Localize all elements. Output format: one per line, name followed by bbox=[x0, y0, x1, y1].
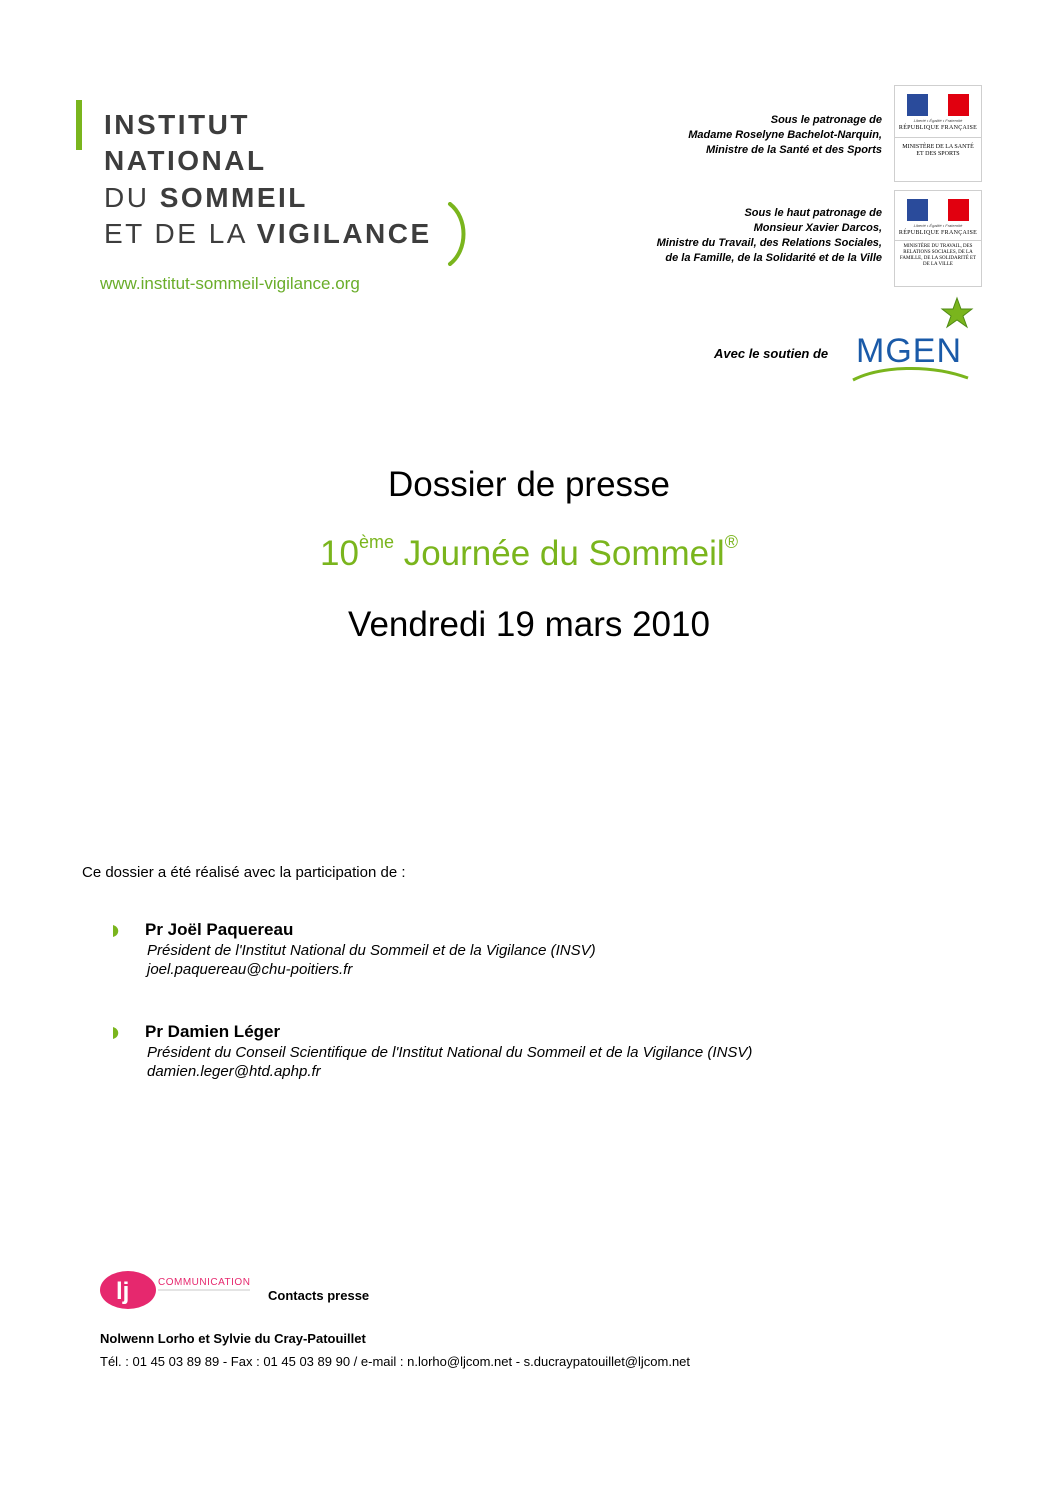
event-date: Vendredi 19 mars 2010 bbox=[348, 605, 710, 644]
mgen-logo bbox=[850, 296, 976, 386]
participant-email[interactable]: joel.paquereau@chu-poitiers.fr bbox=[147, 961, 353, 978]
french-flag-icon bbox=[907, 94, 969, 116]
contact-details: Tél. : 01 45 03 89 89 - Fax : 01 45 03 89 90 / e-mail : n.lorho@ljcom.net - s.ducraypatouillet@ljcom.net bbox=[100, 1354, 691, 1369]
participant-name: Pr Joël Paquereau bbox=[145, 920, 294, 939]
ministry-labour-logo: Liberté • Égalité • Fraternité RÉPUBLIQUE FRANÇAISE MINISTÈRE DU TRAVAIL, DES RELATIONS SOCIALES, DE LA FAMILLE, DE LA SOLIDARITÉ ET DE LA VILLE bbox=[894, 190, 982, 287]
mgen-swoosh bbox=[853, 368, 968, 380]
insv-logo bbox=[76, 98, 486, 273]
logo-line-national: NATIONAL bbox=[104, 145, 267, 176]
french-flag-icon bbox=[907, 199, 969, 221]
green-parenthesis-icon bbox=[444, 202, 474, 266]
logo-line-sommeil: DU SOMMEIL bbox=[104, 182, 308, 213]
logo-line-vigilance: ET DE LA VIGILANCE bbox=[104, 218, 432, 249]
patronage-labour: Sous le haut patronage de Monsieur Xavier Darcos, Ministre du Travail, des Relations Sociales, de la Famille, de la Solidarité et de la Ville bbox=[656, 207, 882, 264]
contacts-label: Contacts presse bbox=[268, 1288, 370, 1303]
participant-role: Président de l'Institut National du Sommeil et de la Vigilance (INSV) bbox=[147, 942, 596, 959]
ministry-labour-name: MINISTÈRE DU TRAVAIL, DES RELATIONS SOCIALES, DE LA FAMILLE, DE LA SOLIDARITÉ ET DE LA VILLE bbox=[899, 244, 977, 267]
svg-text:lj: lj bbox=[116, 1278, 130, 1305]
participant-name: Pr Damien Léger bbox=[145, 1022, 281, 1041]
mgen-text: MGEN bbox=[856, 332, 962, 370]
logo-accent-bar bbox=[76, 100, 82, 150]
institute-url[interactable]: www.institut-sommeil-vigilance.org bbox=[100, 274, 360, 293]
bullet-icon bbox=[112, 1026, 120, 1040]
lj-communication-logo bbox=[100, 1270, 260, 1310]
participant-role: Président du Conseil Scientifique de l'Institut National du Sommeil et de la Vigilance (INSV) bbox=[147, 1044, 753, 1061]
dossier-title: Dossier de presse bbox=[387, 465, 671, 504]
ministry-health-name: MINISTÈRE DE LA SANTÉ ET DES SPORTS bbox=[902, 144, 974, 157]
participation-intro: Ce dossier a été réalisé avec la participation de : bbox=[82, 864, 406, 881]
support-label: Avec le soutien de bbox=[714, 346, 829, 361]
logo-line-institut: INSTITUT bbox=[104, 109, 250, 140]
contact-names: Nolwenn Lorho et Sylvie du Cray-Patouillet bbox=[100, 1331, 366, 1346]
patronage-health: Sous le patronage de Madame Roselyne Bachelot-Narquin, Ministre de la Santé et des Sports bbox=[688, 114, 882, 156]
journee-title: 10ème Journée du Sommeil® bbox=[320, 532, 738, 573]
star-icon bbox=[942, 298, 972, 327]
bullet-icon bbox=[112, 924, 120, 938]
ministry-health-logo: Liberté • Égalité • Fraternité RÉPUBLIQUE FRANÇAISE MINISTÈRE DE LA SANTÉ ET DES SPORTS bbox=[894, 85, 982, 182]
participant-email[interactable]: damien.leger@htd.aphp.fr bbox=[147, 1063, 321, 1080]
svg-text:COMMUNICATION: COMMUNICATION bbox=[158, 1277, 251, 1288]
